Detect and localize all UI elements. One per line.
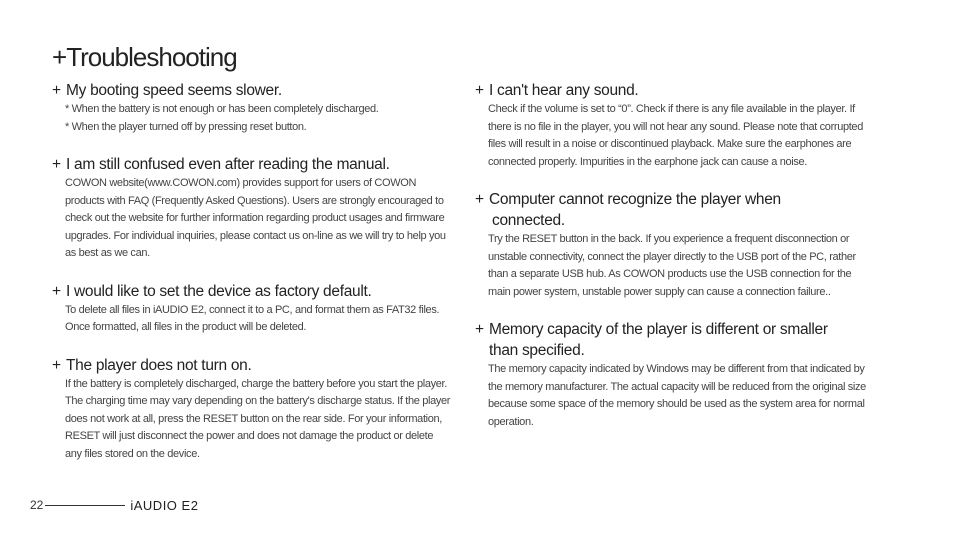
- faq-confused-manual: [52, 154, 452, 263]
- faq-no-sound: [475, 80, 875, 171]
- faq-memory-capacity: [475, 319, 875, 431]
- bullet-plus: +: [52, 82, 61, 99]
- faq-question: + Memory capacity of the player is different or smaller than specified.: [475, 321, 828, 359]
- faq-computer-not-recognize: [475, 189, 875, 301]
- bullet-plus: +: [475, 82, 484, 99]
- faq-booting-speed: [52, 80, 452, 136]
- faq-question: + The player does not turn on.: [52, 356, 252, 374]
- faq-answer: COWON website(www.COWON.com) provides support for users of COWON products with FAQ (Frequently Asked Questions). Users are strongly encouraged to check out the website for further information regarding product usages and firmware upgrades. For individual inquiries, please contact us on-line as we will try to help you as best as we can.: [65, 177, 446, 259]
- title-plus: +: [52, 42, 67, 72]
- product-name: iAUDIO E2: [130, 497, 199, 513]
- bullet-plus: +: [475, 321, 484, 338]
- faq-question: + I can't hear any sound.: [475, 82, 639, 99]
- bullet-plus: +: [475, 191, 484, 208]
- faq-question: + My booting speed seems slower.: [52, 82, 282, 99]
- faq-answer: To delete all files in iAUDIO E2, connect it to a PC, and format them as FAT32 files. Once formatted, all files in the product will be deleted.: [65, 303, 440, 333]
- title-text: Troubleshooting: [66, 42, 237, 72]
- footer-divider: [45, 505, 125, 506]
- bullet-plus: +: [52, 156, 61, 173]
- page-title: [52, 40, 237, 74]
- left-column: [52, 80, 452, 463]
- faq-answer: Try the RESET button in the back. If you experience a frequent disconnection or unstable connectivity, connect the player directly to the USB port of the PC, rather than a separate USB hub. As COWON products use the USB connection for the main power system, unstable power supply can cause a connection failure..: [488, 233, 856, 298]
- faq-question: + Computer cannot recognize the player when connected.: [475, 191, 781, 229]
- page-number: 22: [30, 498, 44, 512]
- faq-answer: If the battery is completely discharged, charge the battery before you start the player. The charging time may vary depending on the battery's discharge status. If the player does not work at all, press the RESET button on the rear side. For your information, RESET will just disconnect the power and does not damage the product or delete any files stored on the device.: [65, 377, 451, 460]
- faq-not-turn-on: [52, 355, 452, 464]
- faq-answer: The memory capacity indicated by Windows may be different from that indicated by the memory manufacturer. The actual capacity will be reduced from the original size because some space of the memory should be used as the system area for normal operation.: [488, 363, 866, 428]
- page-footer: [30, 496, 198, 514]
- bullet-plus: +: [52, 282, 61, 300]
- faq-factory-default: [52, 281, 452, 337]
- faq-answer: Check if the volume is set to “0”. Check if there is any file available in the player. If there is no file in the player, you will not hear any sound. Please note that corrupted files will result in a noise or discontinued playback. Make sure the earphones are connected properly. Impurities in the earphone jack can cause a noise.: [488, 103, 863, 168]
- bullet-plus: +: [52, 356, 61, 374]
- faq-answer-line: * When the player turned off by pressing reset button.: [65, 120, 307, 133]
- faq-question: + I would like to set the device as factory default.: [52, 282, 372, 300]
- faq-answer-line: * When the battery is not enough or has been completely discharged.: [65, 103, 379, 115]
- right-column: [475, 80, 875, 431]
- faq-question: + I am still confused even after reading the manual.: [52, 156, 390, 173]
